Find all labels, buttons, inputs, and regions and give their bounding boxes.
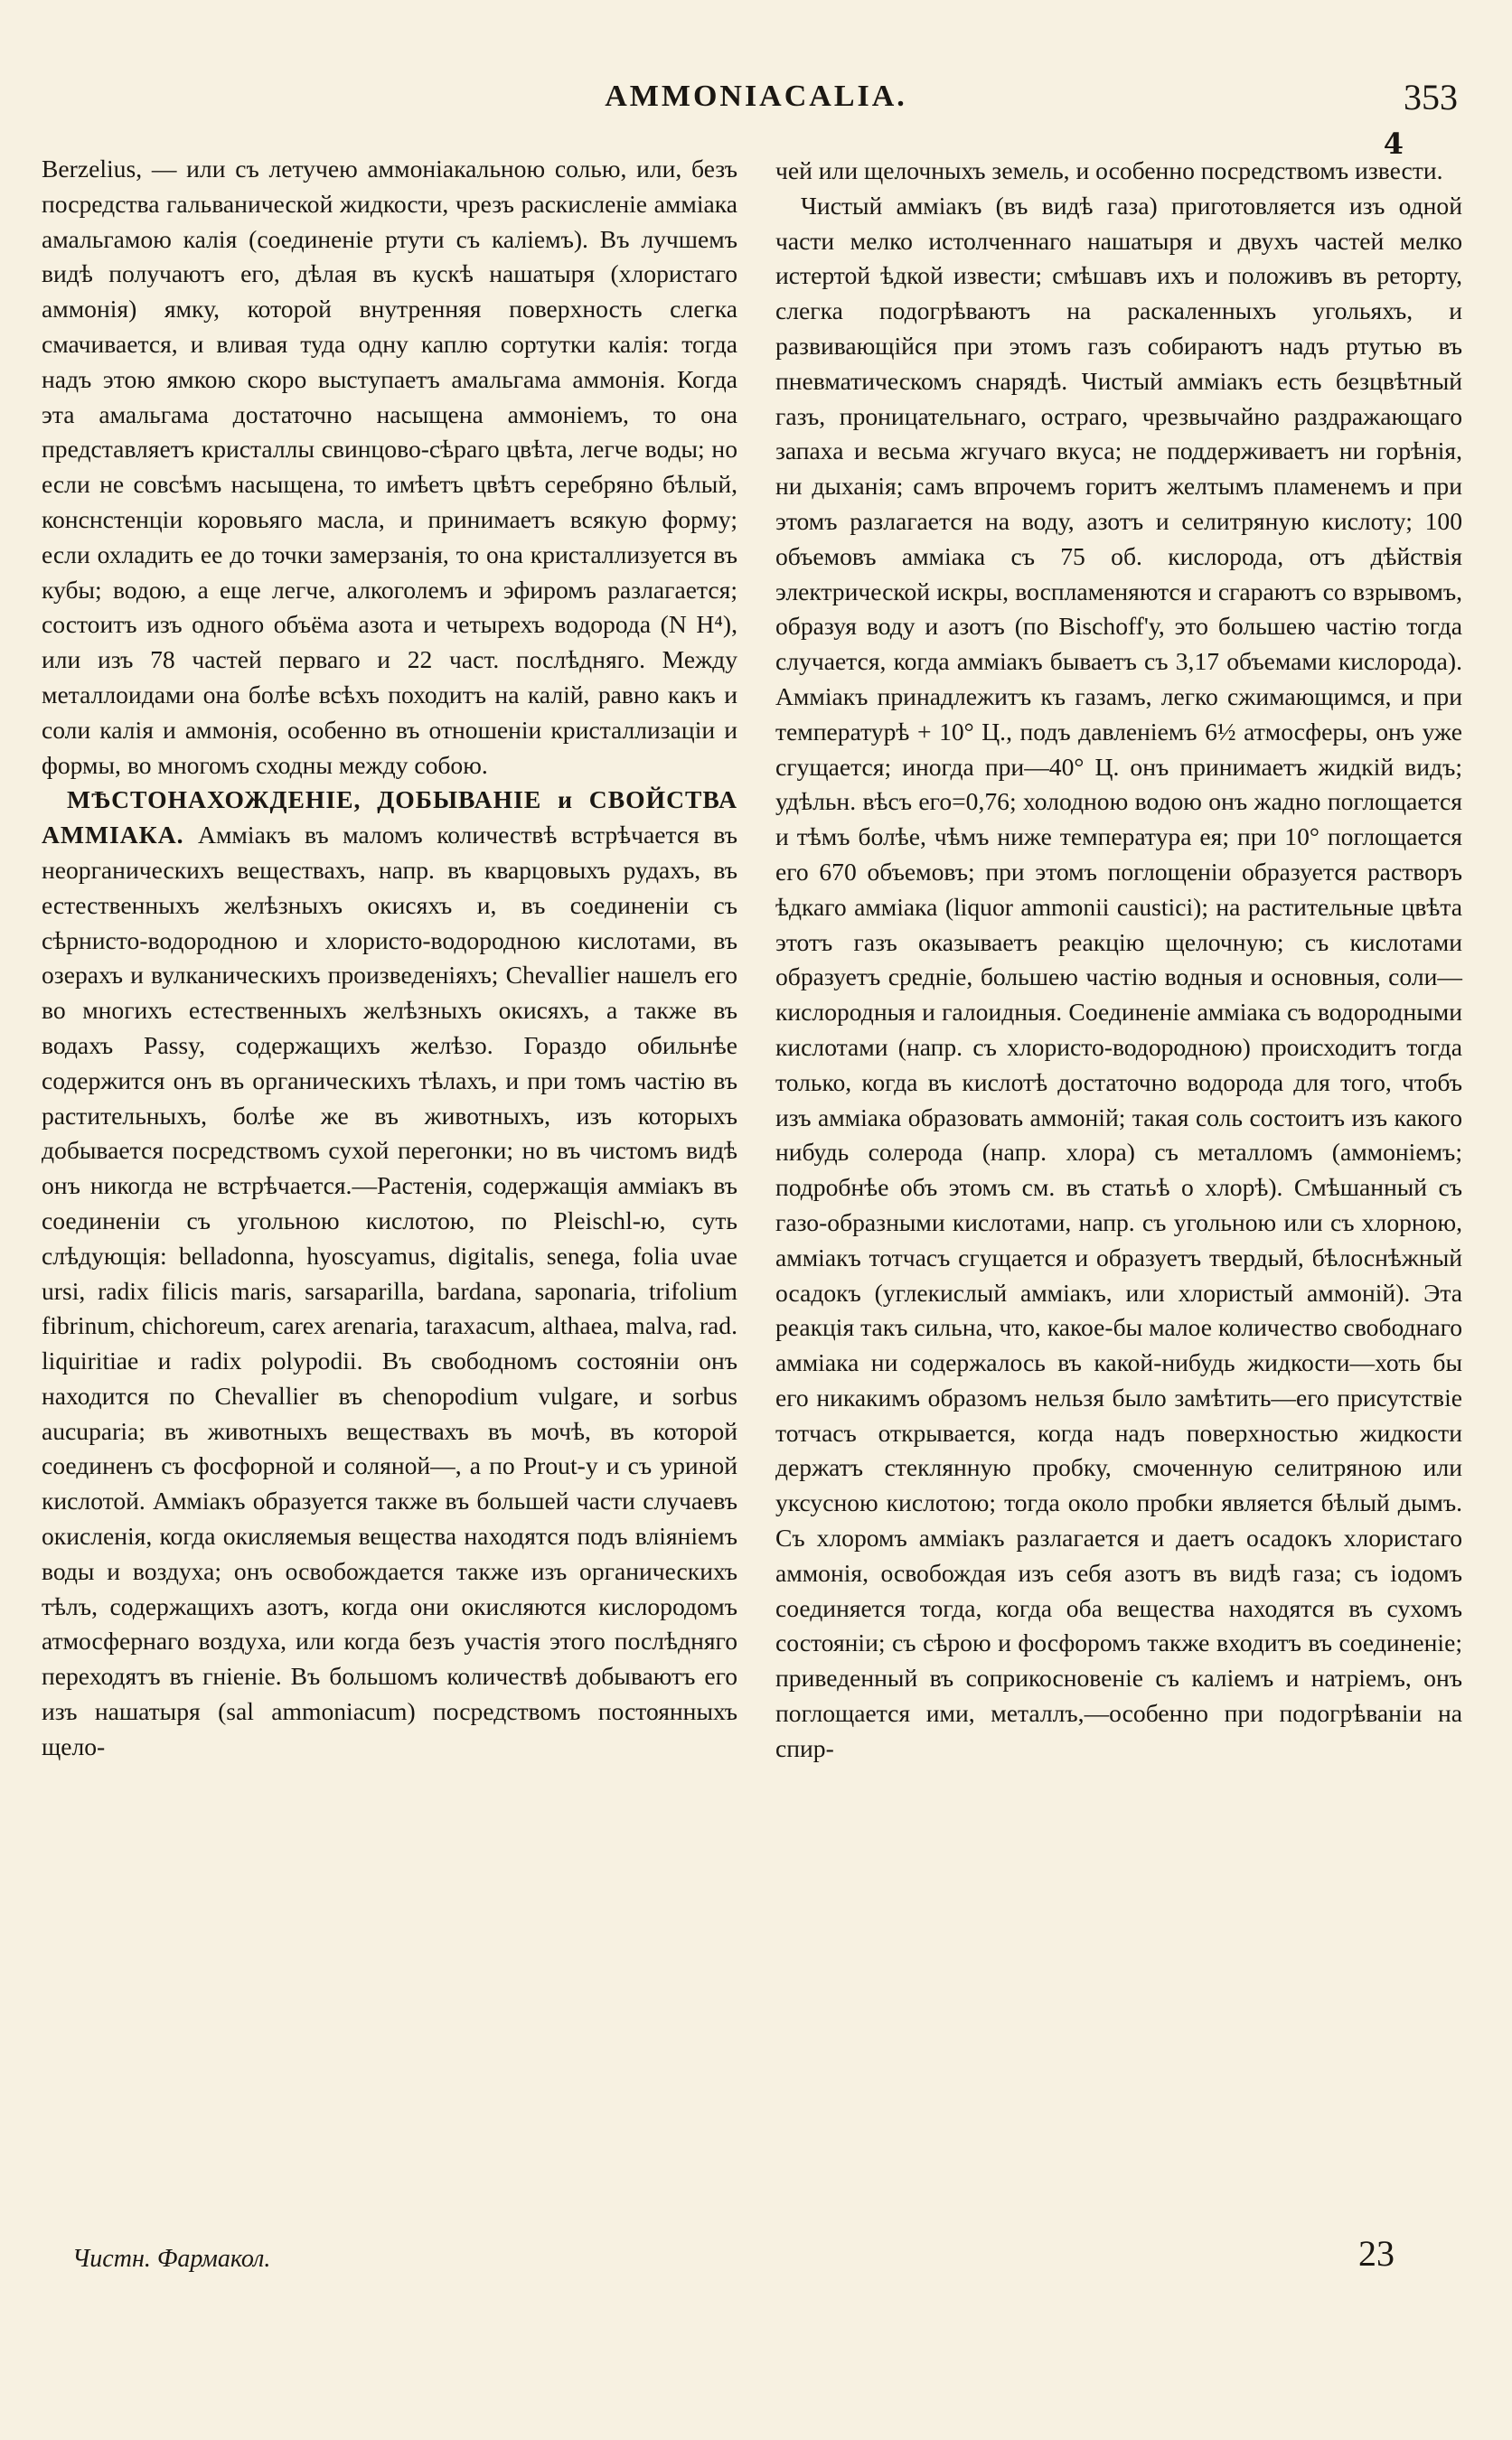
page-number: 353: [1404, 77, 1458, 117]
right-paragraph-1: чей или щелочныхъ земель, и особенно посредствомъ извести.: [775, 156, 1443, 184]
running-head: AMMONIACALIA.: [605, 80, 907, 113]
footer-signature-text: Чистн. Фармакол.: [72, 2245, 271, 2273]
signature-number: 23: [1358, 2233, 1395, 2274]
right-column: [775, 154, 1462, 1767]
margin-mark: 4: [1383, 127, 1404, 161]
left-column: [42, 152, 737, 1765]
section-heading: МѢСТОНАХОЖДЕНІЕ, ДОБЫВАНІЕ и СВОЙСТВА АММІАКА.: [42, 785, 737, 849]
left-paragraph-1: Berzelius, — или съ летучею аммоніакальною солью, или, безъ посредства гальванической жидкости, чрезъ раскисленіе амміака амальгамою калія (соединеніе ртути съ каліемъ). Въ лучшемъ видѣ получаютъ его, дѣлая въ кускѣ нашатыря (хлористаго аммонія) ямку, которой внутренняя поверхность слегка смачивается, и вливая туда одну каплю сортутки калія: тогда надъ этою ямкою скоро выступаетъ амальгама аммонія. Когда эта амальгама достаточно насыщена аммоніемъ, то она представляетъ кристаллы свинцово-сѣраго цвѣта, легче воды; но если не совсѣмъ насыщена, то имѣетъ цвѣтъ серебряно бѣлый, конснстенціи коровьяго масла, и принимаетъ всякую форму; если охладить ее до точки замерзанія, то она кристаллизуется въ кубы; водою, а еще легче, алкоголемъ и эфиромъ разлагается; состоитъ изъ одного объёма азота и четырехъ водорода (N H⁴), или изъ 78 частей перваго и 22 част. послѣдняго. Между металлоидами она болѣе всѣхъ походитъ на калій, равно какъ и соли калія и аммонія, особенно въ отношеніи кристаллизаціи и формы, во многомъ сходны между собою.: [42, 155, 737, 779]
right-paragraph-2: Чистый амміакъ (въ видѣ газа) приготовляется изъ одной части мелко истолченнаго нашатыря и двухъ частей мелко истертой ѣдкой извести; смѣшавъ ихъ и положивъ въ реторту, слегка подогрѣваютъ на раскаленныхъ угольяхъ, и развивающійся при этомъ газъ собираютъ надъ ртутью въ пневматическомъ снарядѣ. Чистый амміакъ есть безцвѣтный газъ, проницательнаго, остраго, чрезвычайно раздражающаго запаха и весьма жгучаго вкуса; не поддерживаетъ ни горѣнія, ни дыханія; самъ впрочемъ горитъ желтымъ пламенемъ и при этомъ разлагается на воду, азотъ и селитряную кислоту; 100 объемовъ амміака съ 75 об. кислорода, отъ дѣйствія электрической искры, воспламеняются и сгараютъ со взрывомъ, образуя воду и азотъ (по Bischoff'у, это большею частію тогда случается, когда амміакъ бываетъ съ 3,17 объемами кислорода). Амміакъ принадлежитъ къ газамъ, легко сжимающимся, и при температурѣ + 10° Ц., подъ давленіемъ 6½ атмосферы, онъ уже сгущается; иногда при—40° Ц. онъ принимаетъ жидкій видъ; удѣльн. вѣсъ его=0,76; холодною водою онъ жадно поглощается и тѣмъ болѣе, чѣмъ ниже температура ея; при 10° поглощается его 670 объемовъ; при этомъ поглощеніи образуется растворъ ѣдкаго амміака (liquor ammonii caustici); на растительные цвѣта этотъ газъ оказываетъ реакцію щелочную; съ кислотами образуетъ средніе, большею частію водныя и основныя, соли—кислородныя и галоидныя. Соединеніе амміака съ водородными кислотами (напр. съ хлористо-водородною) происходитъ тогда только, когда въ кислотѣ достаточно водорода для того, чтобъ изъ амміака образовать аммоній; такая соль состоитъ изъ какого нибудь солерода (напр. хлора) съ металломъ (аммоніемъ; подробнѣе объ этомъ см. въ статьѣ о хлорѣ). Смѣшанный съ газо-образными кислотами, напр. съ угольною или съ хлорною, амміакъ тотчасъ сгущается и образуетъ твердый, бѣлоснѣжный осадокъ (углекислый амміакъ, или хлористый аммоній). Эта реакція такъ сильна, что, какое-бы малое количество свободнаго амміака ни содержалось въ какой-нибудь жидкости—хоть бы его никакимъ образомъ нельзя было замѣтить—его присутствіе тотчасъ открывается, когда надъ поверхностью жидкости держатъ стеклянную пробку, смоченную селитряною или уксусною кислотою; тогда около пробки является бѣлый дымъ. Съ хлоромъ амміакъ разлагается и даетъ осадокъ хлористаго аммонія, освобождая изъ себя азотъ въ видѣ газа; съ іодомъ соединяется тогда, когда оба вещества находятся въ сухомъ состояніи; съ сѣрою и фосфоромъ также входитъ въ соединеніе; приведенный въ соприкосновеніе съ каліемъ и натріемъ, онъ поглощается ими, металлъ,—особенно при подогрѣваніи на спир-: [775, 191, 1462, 1762]
left-paragraph-2: Амміакъ въ маломъ количествѣ встрѣчается въ неорганическихъ веществахъ, напр. въ кварцовыхъ рудахъ, въ естественныхъ желѣзныхъ окисяхъ и, въ соединеніи съ сѣрнисто-водородною и хлористо-водородною кислотами, въ озерахъ и вулканическихъ произведеніяхъ; Chevallier нашелъ его во многихъ естественныхъ желѣзныхъ окисяхъ, а также въ водахъ Passy, содержащихъ желѣзо. Гораздо обильнѣе содержится онъ въ органическихъ тѣлахъ, и при томъ частію въ растительныхъ, болѣе же въ животныхъ, изъ которыхъ добывается посредствомъ сухой перегонки; но въ чистомъ видѣ онъ никогда не встрѣчается.—Растенія, содержащія амміакъ въ соединеніи съ угольною кислотою, по Pleischl-ю, суть слѣдующія: belladonna, hyoscyamus, digitalis, senega, folia uvae ursi, radix filicis maris, sarsaparilla, bardana, saponaria, trifolium fibrinum, chichoreum, carex arenaria, taraxacum, althaea, malva, rad. liquiritiae и radix polypodii. Въ свободномъ состояніи онъ находится по Chevallier въ chenopodium vulgare, и sorbus aucuparia; въ животныхъ веществахъ въ мочѣ, въ которой соединенъ съ фосфорной и соляной—, а по Prout-у и съ уриной кислотой. Амміакъ образуется также въ большей части случаевъ окисленія, когда окисляемыя вещества находятся подъ вліяніемъ воды и воздуха; онъ освобождается также изъ органическихъ тѣлъ, содержащихъ азотъ, когда они окисляются кислородомъ атмосфернаго воздуха, или когда безъ участія этого послѣдняго переходятъ въ гніеніе. Въ большомъ количествѣ добываютъ его изъ нашатыря (sal ammoniacum) посредствомъ постоянныхъ щело-: [42, 821, 737, 1760]
